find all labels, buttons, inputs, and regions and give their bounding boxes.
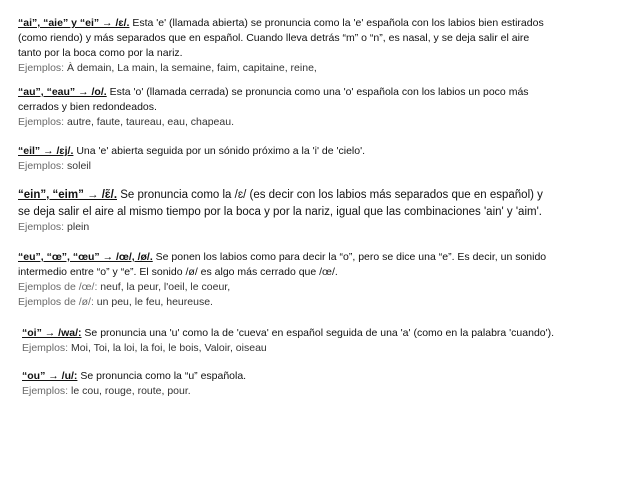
paragraph-text: se deja salir el aire al mismo tiempo por la boca y por la nariz, igual que las combinaciones 'ain' y 'aim'.: [18, 205, 542, 218]
example-words: À demain, La main, la semaine, faim, capitaine, reine,: [67, 62, 317, 74]
paragraph-line: [22, 326, 626, 341]
paragraph-text: Se pronuncia como la /ɛ/ (es decir con los labios más separados que en español) y: [117, 189, 543, 201]
sound-heading: “ein”, “eim” → /ɛ̃/.: [18, 189, 118, 201]
examples-line: [22, 384, 626, 399]
examples-label: Ejemplos:: [22, 342, 72, 354]
example-words: plein: [67, 221, 90, 233]
paragraph-text: intermedio entre “o” y “e”. El sonido /ø/ es algo más cerrado que /œ/.: [18, 266, 338, 278]
sound-heading: “eu”, “œ”, “œu” → /œ/, /ø/.: [18, 251, 153, 263]
examples-line: [18, 280, 622, 295]
examples-label: Ejemplos:: [18, 160, 68, 172]
paragraph-line: [18, 204, 622, 221]
examples-line: [18, 115, 622, 130]
examples-line: [18, 220, 622, 235]
example-words: soleil: [67, 160, 91, 172]
examples-label: Ejemplos:: [18, 221, 68, 233]
sound-heading: “au”, “eau” → /o/.: [18, 86, 107, 98]
paragraph-line: [18, 100, 622, 115]
section-ai: [18, 16, 622, 76]
sound-heading: “ai”, “aie” y “ei” → /ɛ/.: [18, 17, 130, 29]
paragraph-line: [18, 250, 622, 265]
paragraph-text: tanto por la boca como por la nariz.: [18, 47, 183, 59]
section-au: [18, 85, 622, 130]
example-words: le cou, rouge, route, pour.: [71, 385, 191, 397]
examples-label: Ejemplos:: [22, 385, 72, 397]
section-ein: [18, 187, 622, 235]
examples-line: [22, 341, 626, 356]
paragraph-text: cerrados y bien redondeados.: [18, 101, 157, 113]
examples-label: Ejemplos:: [18, 62, 68, 74]
paragraph-text: Esta 'o' (llamada cerrada) se pronuncia como una 'o' española con los labios un poco más: [106, 86, 529, 98]
paragraph-text: Se pronuncia como la “u” española.: [77, 370, 247, 382]
sound-heading: “eil” → /ɛj/.: [18, 145, 74, 157]
paragraph-text: Esta 'e' (llamada abierta) se pronuncia como la 'e' española con los labios bien estirados: [129, 17, 544, 29]
paragraph-line: [22, 369, 626, 384]
paragraph-line: [18, 31, 622, 46]
sound-heading: “ou” → /u/:: [22, 370, 78, 382]
paragraph-text: Se ponen los labios como para decir la “o”, pero se dice una “e”. Es decir, un sonido: [152, 251, 547, 263]
section-ou: [22, 369, 626, 399]
example-words: Moi, Toi, la loi, la foi, le bois, Valoir, oiseau: [71, 342, 267, 354]
section-eil: [18, 144, 622, 174]
paragraph-line: [18, 187, 622, 204]
paragraph-line: [18, 16, 622, 31]
examples-line: [18, 61, 622, 76]
examples-line: [18, 159, 622, 174]
paragraph-line: [18, 46, 622, 61]
examples-label: Ejemplos:: [18, 116, 68, 128]
paragraph-text: (como riendo) y más separados que en español. Cuando lleva detrás “m” o “n”, es nasal, y se deja salir el aire: [18, 32, 530, 44]
sound-heading: “oi” → /wa/:: [22, 327, 82, 339]
paragraph-line: [18, 265, 622, 280]
examples-line: [18, 295, 622, 310]
examples-label: Ejemplos de /œ/:: [18, 281, 101, 293]
example-words: neuf, la peur, l'oeil, le coeur,: [100, 281, 231, 293]
paragraph-text: Se pronuncia una 'u' como la de 'cueva' en español seguida de una 'a' (como en la palabra 'cuando').: [81, 327, 555, 339]
paragraph-text: Una 'e' abierta seguida por un sónido próximo a la 'i' de 'cielo'.: [73, 145, 366, 157]
section-eu: [18, 250, 622, 310]
section-oi: [22, 326, 626, 356]
example-words: autre, faute, taureau, eau, chapeau.: [67, 116, 234, 128]
examples-label: Ejemplos de /ø/:: [18, 296, 97, 308]
example-words: un peu, le feu, heureuse.: [96, 296, 213, 308]
paragraph-line: [18, 85, 622, 100]
paragraph-line: [18, 144, 622, 159]
